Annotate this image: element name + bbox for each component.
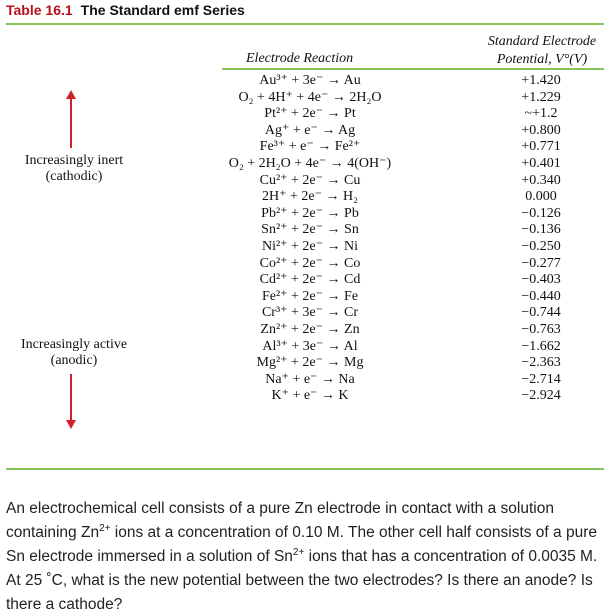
standard-potential: −0.440 — [521, 288, 561, 304]
electrode-reaction: Cu²⁺ + 2e⁻ → Cu — [259, 172, 361, 188]
standard-potential: 0.000 — [525, 189, 557, 205]
standard-potential: −0.763 — [521, 321, 561, 337]
electrode-reaction: Mg²⁺ + 2e⁻ → Mg — [256, 355, 364, 371]
table-number: Table 16.1 — [6, 2, 73, 18]
electrode-reaction: Co²⁺ + 2e⁻ → Co — [259, 255, 361, 271]
standard-potential: −0.277 — [521, 255, 561, 271]
arrow-down-shaft — [70, 374, 72, 422]
header-potential-line2: Potential, V°(V) — [496, 52, 588, 67]
standard-potential: −0.126 — [521, 205, 561, 221]
electrode-reaction: 2H⁺ + 2e⁻ → H₂ — [262, 189, 358, 205]
standard-potential: −2.714 — [521, 371, 561, 387]
table-row — [180, 388, 604, 405]
electrode-reaction: Al³⁺ + 3e⁻ → Al — [262, 338, 358, 354]
table-row — [180, 289, 604, 306]
electrode-reaction: Cd²⁺ + 2e⁻ → Cd — [259, 272, 361, 288]
question-part3: ions that has a concentration of 0.0035 M. At 25 ˚C, what is the new potential between the two electrodes? Is there an anode? Is there a cathode? — [6, 548, 598, 613]
table-row — [180, 106, 604, 123]
electrode-reaction: Zn²⁺ + 2e⁻ → Zn — [260, 321, 360, 337]
table-row — [180, 355, 604, 372]
electrode-reaction: Ag⁺ + e⁻ → Ag — [264, 122, 356, 138]
table-row — [180, 206, 604, 223]
electrode-reaction: Pb²⁺ + 2e⁻ → Pb — [261, 205, 359, 221]
electrode-reaction: Cr³⁺ + 3e⁻ → Cr — [261, 305, 359, 321]
table-row — [180, 322, 604, 339]
standard-potential: +1.420 — [521, 73, 561, 88]
header-rule — [222, 68, 604, 70]
standard-potential: −0.136 — [521, 222, 561, 238]
standard-potential: +0.401 — [521, 155, 561, 171]
standard-potential: −0.403 — [521, 272, 561, 288]
arrow-down-icon — [66, 420, 76, 429]
electrode-reaction: Na⁺ + e⁻ → Na — [265, 371, 355, 387]
question-sup1: 2+ — [99, 522, 111, 534]
table-row — [180, 90, 604, 107]
standard-potential: −0.250 — [521, 238, 561, 254]
electrode-reaction: O₂ + 2H₂O + 4e⁻ → 4(OH⁻) — [228, 155, 392, 171]
standard-potential: −2.924 — [521, 388, 561, 404]
question-text — [6, 497, 598, 614]
electrode-reaction: K⁺ + e⁻ → K — [271, 388, 349, 404]
table-row — [180, 239, 604, 256]
standard-potential: −1.662 — [521, 338, 561, 354]
question-part2: ions at a concentration of 0.10 M. The other cell half consists of a pure Sn electrode immersed in a solution of Sn — [6, 524, 597, 565]
table-row — [180, 173, 604, 190]
table-row — [180, 123, 604, 140]
table-row — [180, 256, 604, 273]
header-electrode-reaction: Electrode Reaction — [246, 51, 354, 66]
standard-potential: −2.363 — [521, 355, 561, 371]
label-inert-line2: (cathodic) — [45, 169, 103, 184]
electrode-reaction: Fe³⁺ + e⁻ → Fe²⁺ — [259, 139, 361, 155]
electrode-reaction: Sn²⁺ + 2e⁻ → Sn — [261, 222, 359, 238]
label-inert-line1: Increasingly inert — [24, 153, 124, 168]
question-sup2: 2+ — [292, 546, 305, 558]
arrow-up-shaft — [70, 96, 72, 148]
electrode-reaction: O₂ + 4H⁺ + 4e⁻ → 2H₂O — [238, 89, 382, 105]
table-row — [180, 156, 604, 173]
table-row — [180, 139, 604, 156]
emf-series-rows — [180, 73, 604, 405]
label-active-line1: Increasingly active — [20, 337, 128, 352]
top-rule — [6, 23, 604, 25]
table-title: The Standard emf Series — [80, 2, 245, 18]
table-row — [180, 305, 604, 322]
electrode-reaction: Au³⁺ + 3e⁻ → Au — [259, 73, 361, 88]
label-increasingly-inert — [14, 153, 134, 185]
standard-potential: +0.771 — [521, 139, 561, 155]
table-row — [180, 73, 604, 90]
electrode-reaction: Pt²⁺ + 2e⁻ → Pt — [264, 106, 356, 122]
bottom-rule — [6, 468, 604, 470]
table-row — [180, 339, 604, 356]
table-row — [180, 272, 604, 289]
electrode-reaction: Ni²⁺ + 2e⁻ → Ni — [261, 238, 359, 254]
standard-potential: ~+1.2 — [524, 106, 558, 122]
label-active-line2: (anodic) — [50, 353, 98, 368]
label-increasingly-active — [14, 337, 134, 369]
standard-potential: +0.340 — [521, 172, 561, 188]
table-row — [180, 222, 604, 239]
table-row — [180, 189, 604, 206]
table-caption — [6, 2, 245, 20]
electrode-reaction: Fe²⁺ + 2e⁻ → Fe — [261, 288, 359, 304]
question-part1: An electrochemical cell consists of a pure Zn electrode in contact with a solution containing Zn — [6, 500, 554, 541]
standard-potential: +1.229 — [521, 89, 561, 105]
header-potential-line1: Standard Electrode — [487, 34, 597, 49]
table-row — [180, 372, 604, 389]
header-standard-potential — [480, 33, 604, 69]
standard-potential: −0.744 — [521, 305, 561, 321]
standard-potential: +0.800 — [521, 122, 561, 138]
